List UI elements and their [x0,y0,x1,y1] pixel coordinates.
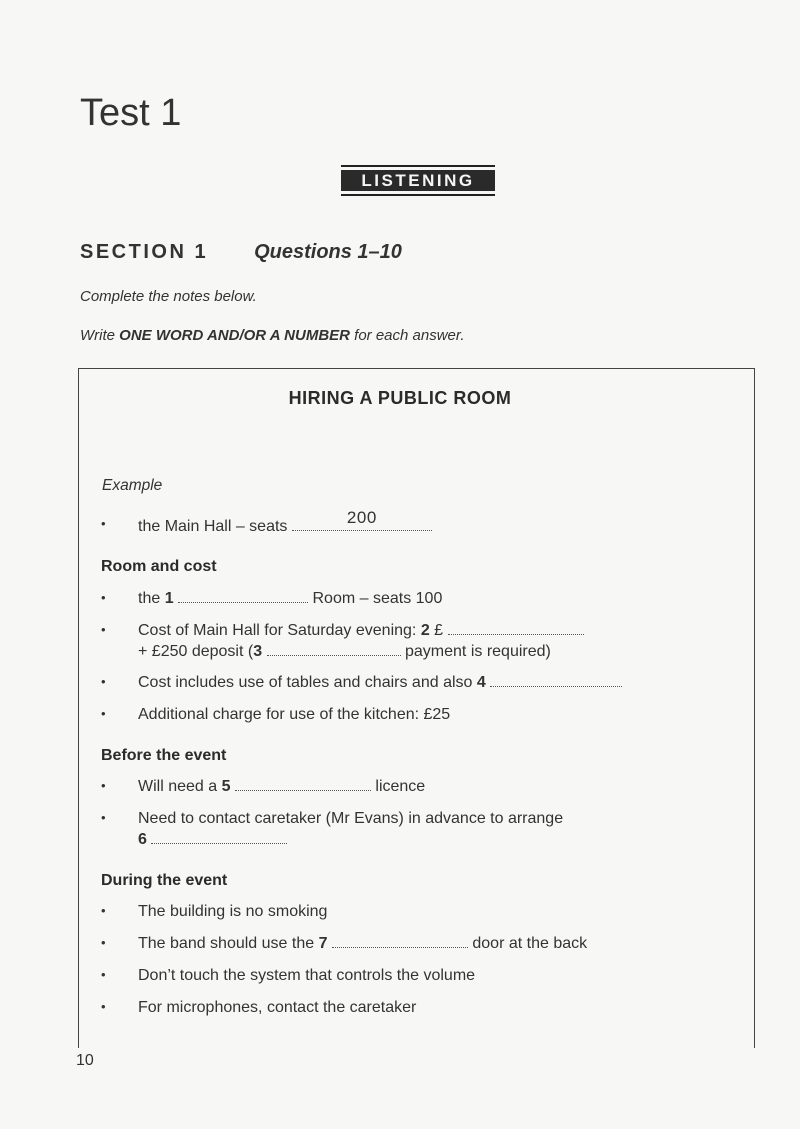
bullet: • [101,999,106,1014]
bullet: • [101,622,106,637]
heading-during-event: During the event [101,872,228,889]
instruction-word-limit: Write ONE WORD AND/OR A NUMBER for each answer. [80,327,465,344]
bullet: • [101,935,106,950]
answer-blank-7[interactable] [332,935,468,948]
heading-room-and-cost: Room and cost [101,558,217,575]
listening-banner [341,165,495,196]
banner-top-rule [341,165,495,167]
bullet: • [101,706,106,721]
bullet: • [101,674,106,689]
questions-range: Questions 1–10 [254,241,402,263]
section-heading [80,241,402,264]
bullet: • [101,903,106,918]
bullet: • [101,967,106,982]
test-title: Test 1 [80,92,182,134]
answer-blank-3[interactable] [267,643,401,656]
answer-blank-1[interactable] [178,590,308,603]
answer-blank-4[interactable] [490,674,622,687]
example-label: Example [102,477,163,494]
section-label: SECTION 1 [80,241,209,263]
bullet: • [101,778,106,793]
answer-blank-2[interactable] [448,622,584,635]
heading-before-event: Before the event [101,747,227,764]
instruction-complete: Complete the notes below. [80,288,257,305]
notes-title: HIRING A PUBLIC ROOM [288,388,512,408]
answer-blank-5[interactable] [235,778,371,791]
bullet: • [101,810,106,825]
banner-bottom-rule [341,194,495,196]
page-number: 10 [76,1052,94,1069]
bullet: • [101,516,106,531]
bullet: • [101,590,106,605]
banner-label: LISTENING [341,170,495,191]
answer-blank-6[interactable] [151,831,287,844]
example-answer: 200 [292,516,432,531]
